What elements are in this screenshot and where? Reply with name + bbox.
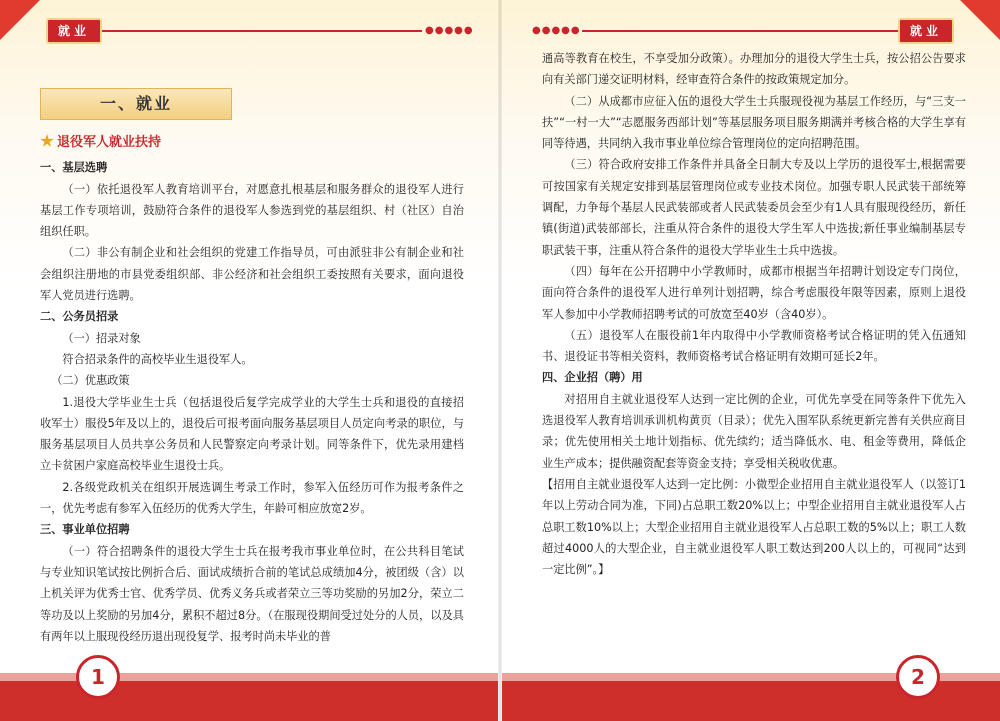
paragraph: 1.退役大学毕业生士兵（包括退役后复学完成学业的大学生士兵和退役的直接招收军士）服役5年及以上的，退役后可报考面向服务基层项目人员定向考录的职位，与服务基层项目人员共享公务员和人民警察定向考录计划。同等条件下，优先录用建档立卡贫困户家庭高校毕业生退役士兵。 <box>40 395 464 473</box>
paragraph: （四）每年在公开招聘中小学教师时，成都市根据当年招聘计划设定专门岗位，面向符合条件的退役军人进行单列计划招聘，综合考虑服役年限等因素，原则上退役军人参加中小学教师招聘考试的可放宽至40岁（含40岁）。 <box>542 264 966 321</box>
chapter-title: 一、就业 <box>40 88 232 120</box>
paragraph: （一）招录对象 <box>62 331 141 345</box>
right-page <box>502 0 1000 721</box>
paragraph: 【招用自主就业退役军人达到一定比例：小微型企业招用自主就业退役军人（以签订1年以上劳动合同为准，下同)占总职工数20%以上；中型企业招用自主就业退役军人占总职工数10%以上；大型企业招用自主就业退役军人占总职工数的5%以上；职工人数超过4000人的大型企业，自主就业退役军人职工数达到200人以上的，可视同“达到一定比例”。】 <box>542 477 966 577</box>
paragraph: （一）符合招聘条件的退役大学生士兵在报考我市事业单位时，在公共科目笔试与专业知识笔试按比例折合后、面试成绩折合前的笔试总成绩加4分，被团级（含）以上机关评为优秀士官、优秀学员、优秀义务兵或者荣立三等功奖励的另加2分，荣立二等功及以上奖励的另加4分，累积不超过8分。（在服现役期间受过处分的人员，以及具有两年以上服现役经历退出现役复学、报考时尚未毕业的普 <box>40 544 464 643</box>
page-number: 1 <box>76 655 120 699</box>
paragraph: 2.各级党政机关在组织开展选调生考录工作时，参军入伍经历可作为报考条件之一，优先考虑有参军入伍经历的优秀大学生，年龄可相应放宽2岁。 <box>40 480 464 516</box>
header-dots: ●●●●● <box>532 25 581 36</box>
header-line <box>582 30 902 32</box>
header-dots: ●●●●● <box>425 25 474 36</box>
header-tab-right: 就业 <box>898 18 954 44</box>
paragraph: （二）非公有制企业和社会组织的党建工作指导员，可由派驻非公有制企业和社会组织注册地的市县党委组织部、非公经济和社会组织工委按照有关要求，面向退役军人党员进行选聘。 <box>40 246 464 303</box>
section-title: 三、事业单位招聘 <box>40 523 130 537</box>
paragraph: （一）依托退役军人教育培训平台，对愿意扎根基层和服务群众的退役军人进行基层工作专项培训，鼓励符合条件的退役军人参选到党的基层组织、村（社区）自治组织任职。 <box>40 182 464 239</box>
section-title: 一、基层选聘 <box>40 161 108 175</box>
left-page <box>0 0 498 721</box>
corner-decoration <box>0 0 40 40</box>
footer-band <box>0 673 498 681</box>
left-content <box>40 88 464 647</box>
subheading-text: 退役军人就业扶持 <box>57 135 162 150</box>
corner-decoration <box>960 0 1000 40</box>
page-number: 2 <box>896 655 940 699</box>
right-content <box>542 48 966 580</box>
paragraph: （二）优惠政策 <box>51 374 130 388</box>
header-line <box>102 30 422 32</box>
subheading <box>40 132 464 153</box>
paragraph: （五）退役军人在服役前1年内取得中小学教师资格考试合格证明的凭入伍通知书、退役证书等相关资料，教师资格考试合格证明有效期可延长2年。 <box>542 328 966 364</box>
header-tab-left: 就业 <box>46 18 102 44</box>
section-title: 二、公务员招录 <box>40 310 119 324</box>
footer-bar <box>0 681 498 721</box>
paragraph: 符合招录条件的高校毕业生退役军人。 <box>62 352 253 366</box>
paragraph: （三）符合政府安排工作条件并具备全日制大专及以上学历的退役军士,根据需要可按国家有关规定安排到基层管理岗位或专业技术岗位。加强专职人民武装干部统筹调配，力争每个基层人民武装部或者人民武装委员会至少有1人具有服现役经历，新任镇(街道)武装部部长，注重从符合条件的退役大学生军人中选拔;新任事业编制基层专职武装干事，注重从符合条件的退役大学毕业生士兵中选拔。 <box>542 158 966 257</box>
star-icon <box>40 134 54 148</box>
paragraph: 通高等教育在校生，不享受加分政策）。办理加分的退役大学生士兵，按公招公告要求向有关部门递交证明材料，经审查符合条件的按政策规定加分。 <box>542 52 966 87</box>
paragraph: （二）从成都市应征入伍的退役大学生士兵服现役视为基层工作经历，与“三支一扶”“一村一大”“志愿服务西部计划”等基层服务项目服务期满并考核合格的大学生享有同等待遇，共同纳入我市事业单位综合管理岗位的定向招聘范围。 <box>542 94 966 151</box>
paragraph: 对招用自主就业退役军人达到一定比例的企业，可优先享受在同等条件下优先入选退役军人教育培训承训机构黄页（目录）；优先入围军队系统更新完善有关供应商目录；优先使用相关土地计划指标、优先续约；适当降低水、电、租金等费用，降低企业生产成本；提供融资配套等资金支持；享受相关税收优惠。 <box>542 392 966 470</box>
section-title: 四、企业招（聘）用 <box>542 371 643 385</box>
